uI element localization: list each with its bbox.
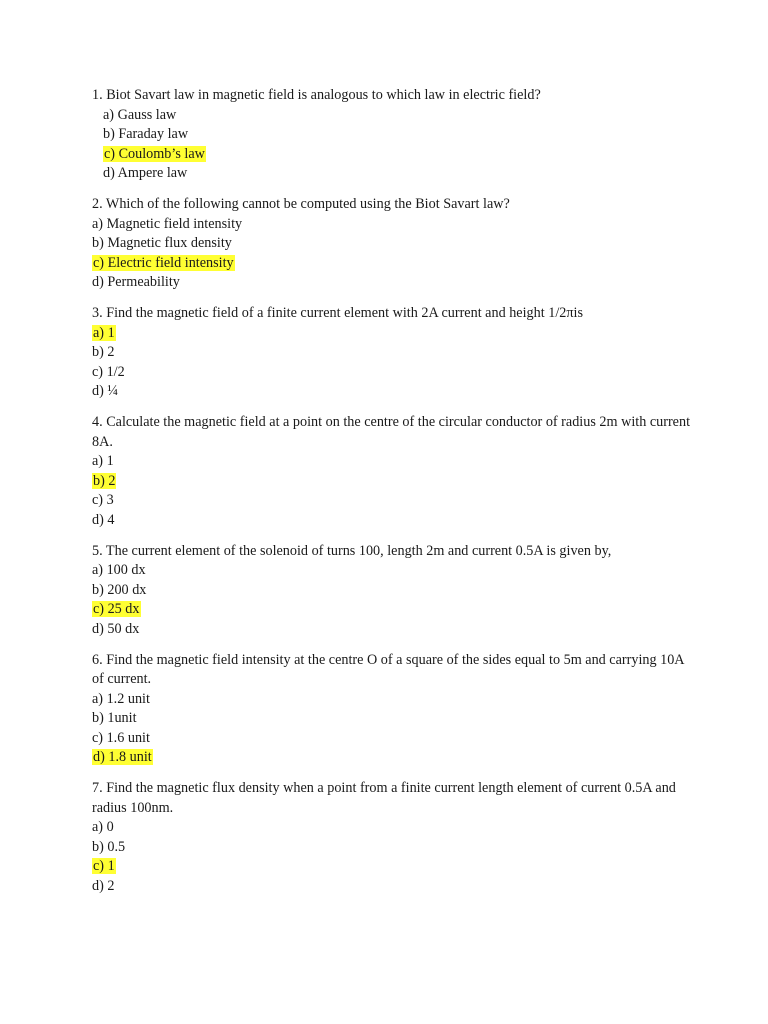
option-text: d) 50 dx	[92, 620, 140, 637]
answer-option-correct	[92, 324, 692, 344]
question-text: 5. The current element of the solenoid of turns 100, length 2m and current 0.5A is given by,	[92, 542, 612, 559]
option-text: b) 1unit	[92, 710, 137, 726]
question-text: 3. Find the magnetic field of a finite current element with 2A current and height 1/2πis	[92, 305, 583, 321]
question-block	[92, 542, 692, 640]
option-text: a) Magnetic field intensity	[92, 215, 243, 232]
option-text: d) 2	[92, 877, 115, 894]
answer-option	[92, 273, 692, 293]
option-text: a) 100 dx	[92, 562, 146, 578]
answer-option	[92, 106, 692, 126]
answer-option	[92, 363, 692, 383]
answer-option-correct	[92, 145, 692, 165]
option-text: d) 4	[92, 511, 115, 528]
option-text: d) ¼	[92, 383, 119, 399]
question-block	[92, 195, 692, 293]
options-list	[92, 818, 692, 896]
highlighted-answer: c) 25 dx	[93, 601, 140, 617]
answer-option-correct	[92, 857, 692, 877]
answer-option	[92, 382, 692, 402]
option-text: d) Ampere law	[103, 165, 188, 181]
quiz-document	[92, 86, 692, 908]
highlighted-answer: c) Electric field intensity	[93, 254, 234, 271]
highlighted-answer: d) 1.8 unit	[93, 749, 152, 765]
option-text: b) 0.5	[92, 838, 126, 855]
question-text: 6. Find the magnetic field intensity at the centre O of a square of the sides equal to 5m and carrying 10A of current.	[92, 651, 684, 687]
option-text: b) Faraday law	[103, 126, 189, 142]
question-block	[92, 779, 692, 896]
question-text: 4. Calculate the magnetic field at a point on the centre of the circular conductor of radius 2m with current 8A.	[92, 414, 691, 450]
highlighted-answer: c) Coulomb’s law	[104, 145, 205, 162]
answer-option	[92, 838, 692, 858]
options-list	[92, 215, 692, 293]
answer-option	[92, 491, 692, 511]
answer-option	[92, 215, 692, 235]
option-text: c) 1/2	[92, 363, 125, 380]
option-text: b) 200 dx	[92, 581, 147, 598]
answer-option	[92, 511, 692, 531]
question-block	[92, 413, 692, 530]
question-text: 7. Find the magnetic flux density when a point from a finite current length element of current 0.5A and radius 100nm.	[92, 780, 676, 816]
answer-option	[92, 452, 692, 472]
question-block	[92, 651, 692, 768]
options-list	[92, 690, 692, 768]
option-text: a) 1	[92, 453, 114, 469]
question-block	[92, 304, 692, 402]
answer-option-correct	[92, 600, 692, 620]
option-text: d) Permeability	[92, 274, 180, 290]
answer-option-correct	[92, 472, 692, 492]
question-text: 2. Which of the following cannot be computed using the Biot Savart law?	[92, 196, 510, 212]
answer-option	[92, 343, 692, 363]
option-text: a) Gauss law	[103, 106, 177, 123]
option-text: c) 1.6 unit	[92, 729, 150, 746]
answer-option	[92, 234, 692, 254]
question-text: 1. Biot Savart law in magnetic field is analogous to which law in electric field?	[92, 87, 541, 103]
answer-option	[92, 818, 692, 838]
answer-option	[92, 164, 692, 184]
answer-option-correct	[92, 748, 692, 768]
answer-option	[92, 709, 692, 729]
option-text: a) 0	[92, 819, 114, 835]
answer-option	[92, 729, 692, 749]
option-text: c) 3	[92, 492, 114, 508]
answer-option	[92, 581, 692, 601]
highlighted-answer: c) 1	[93, 858, 115, 874]
answer-option-correct	[92, 254, 692, 274]
options-list	[92, 452, 692, 530]
highlighted-answer: a) 1	[93, 324, 115, 341]
answer-option	[92, 561, 692, 581]
question-block	[92, 86, 692, 184]
option-text: b) Magnetic flux density	[92, 235, 232, 251]
answer-option	[92, 620, 692, 640]
option-text: b) 2	[92, 344, 115, 360]
option-text: a) 1.2 unit	[92, 690, 150, 707]
options-list	[92, 561, 692, 639]
options-list	[92, 106, 692, 184]
answer-option	[92, 877, 692, 897]
answer-option	[92, 125, 692, 145]
answer-option	[92, 690, 692, 710]
options-list	[92, 324, 692, 402]
highlighted-answer: b) 2	[93, 472, 116, 489]
